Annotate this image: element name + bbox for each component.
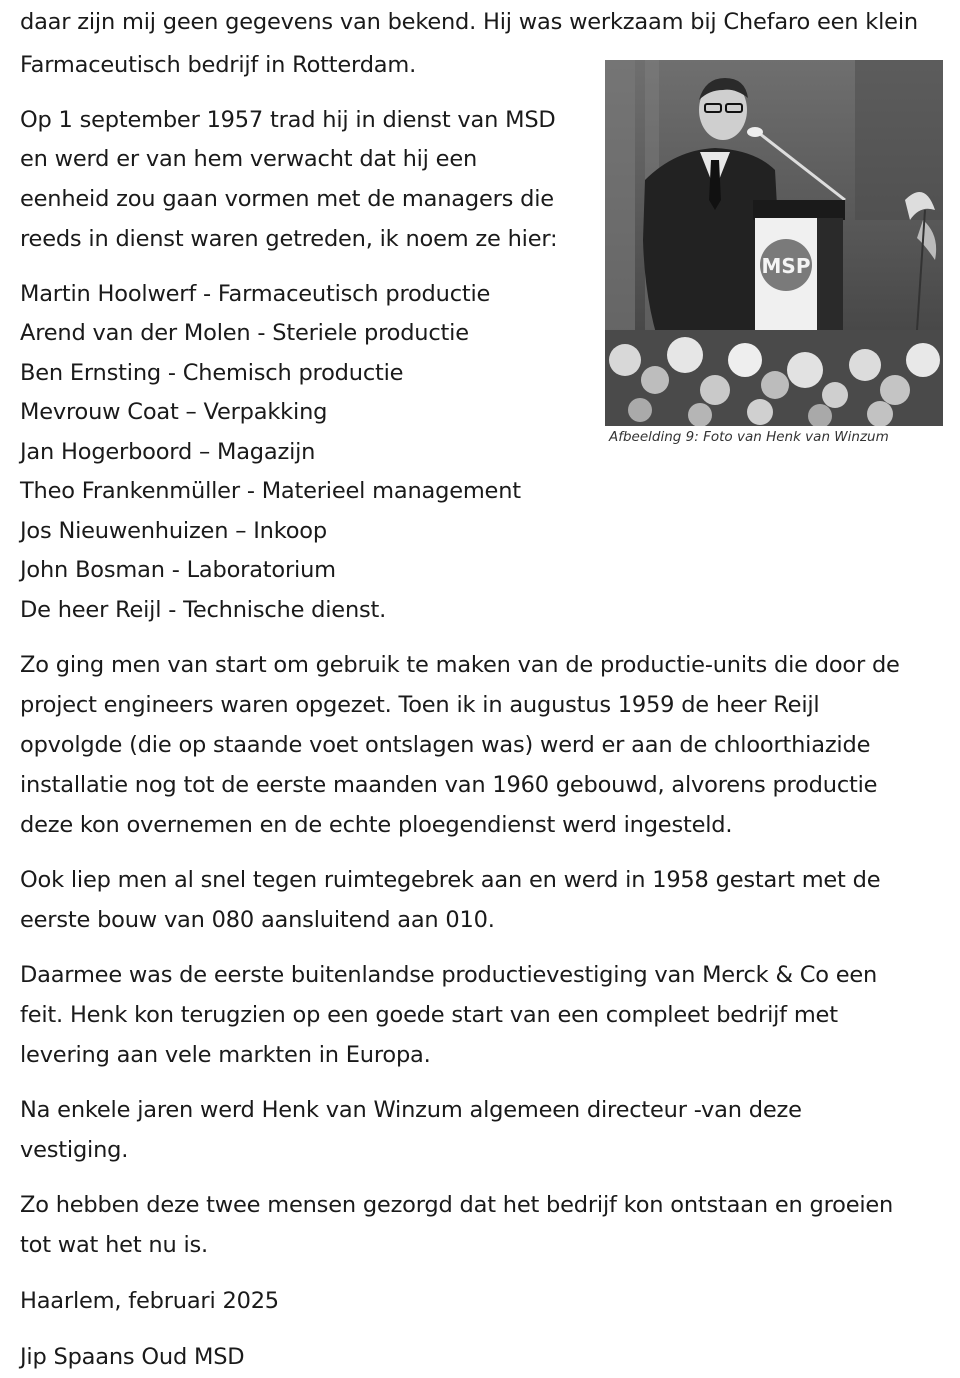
- manager-item: De heer Reijl - Technische dienst.: [20, 597, 387, 623]
- manager-item: Arend van der Molen - Steriele productie: [20, 320, 469, 346]
- manager-item: Jan Hogerboord – Magazijn: [20, 439, 316, 465]
- flower-arrangement: [605, 330, 943, 426]
- intro-line-2: Farmaceutisch bedrijf in Rotterdam.: [20, 52, 417, 78]
- paragraph-2-line-1: Zo ging men van start om gebruik te maken van de productie-units die door de: [20, 652, 900, 678]
- lectern-top: [753, 200, 845, 220]
- place-date: Haarlem, februari 2025: [20, 1288, 279, 1314]
- paragraph-5-line-1: Na enkele jaren werd Henk van Winzum algemeen directeur -van deze: [20, 1097, 802, 1123]
- paragraph-4-line-1: Daarmee was de eerste buitenlandse productievestiging van Merck & Co een: [20, 962, 878, 988]
- speaker-photo-illustration: [605, 60, 943, 426]
- manager-item: Theo Frankenmüller - Materieel management: [20, 478, 521, 504]
- msd-logo-text: MSP: [761, 254, 811, 278]
- paragraph-3-line-1: Ook liep men al snel tegen ruimtegebrek aan en werd in 1958 gestart met de: [20, 867, 881, 893]
- paragraph-3-line-2: eerste bouw van 080 aansluitend aan 010.: [20, 907, 495, 933]
- manager-item: Ben Ernsting - Chemisch productie: [20, 360, 404, 386]
- figure-caption: Afbeelding 9: Foto van Henk van Winzum: [609, 429, 889, 445]
- paragraph-2-line-3: opvolgde (die op staande voet ontslagen was) werd er aan de chloorthiazide: [20, 732, 871, 758]
- paragraph-1-line-4: reeds in dienst waren getreden, ik noem ze hier:: [20, 226, 558, 252]
- paragraph-2-line-4: installatie nog tot de eerste maanden van 1960 gebouwd, alvorens productie: [20, 772, 878, 798]
- signature: Jip Spaans Oud MSD: [20, 1344, 245, 1370]
- paragraph-6-line-1: Zo hebben deze twee mensen gezorgd dat het bedrijf kon ontstaan en groeien: [20, 1192, 894, 1218]
- microphone-head: [747, 127, 763, 137]
- manager-item: Martin Hoolwerf - Farmaceutisch productie: [20, 281, 491, 307]
- paragraph-1-line-2: en werd er van hem verwacht dat hij een: [20, 146, 478, 172]
- paragraph-1-line-3: eenheid zou gaan vormen met de managers die: [20, 186, 554, 212]
- speaker-photo: [605, 60, 943, 426]
- paragraph-5-line-2: vestiging.: [20, 1137, 129, 1163]
- speaker-tie: [709, 160, 721, 210]
- paragraph-4-line-3: levering aan vele markten in Europa.: [20, 1042, 431, 1068]
- paragraph-2-line-2: project engineers waren opgezet. Toen ik in augustus 1959 de heer Reijl: [20, 692, 820, 718]
- paragraph-1-line-1: Op 1 september 1957 trad hij in dienst van MSD: [20, 107, 556, 133]
- intro-line-1: daar zijn mij geen gegevens van bekend. Hij was werkzaam bij Chefaro een klein: [20, 9, 918, 35]
- paragraph-4-line-2: feit. Henk kon terugzien op een goede start van een compleet bedrijf met: [20, 1002, 838, 1028]
- paragraph-6-line-2: tot wat het nu is.: [20, 1232, 209, 1258]
- manager-item: Jos Nieuwenhuizen – Inkoop: [20, 518, 327, 544]
- manager-item: John Bosman - Laboratorium: [20, 557, 336, 583]
- photo-wall: [855, 60, 943, 220]
- paragraph-2-line-5: deze kon overnemen en de echte ploegendienst werd ingesteld.: [20, 812, 733, 838]
- manager-item: Mevrouw Coat – Verpakking: [20, 399, 328, 425]
